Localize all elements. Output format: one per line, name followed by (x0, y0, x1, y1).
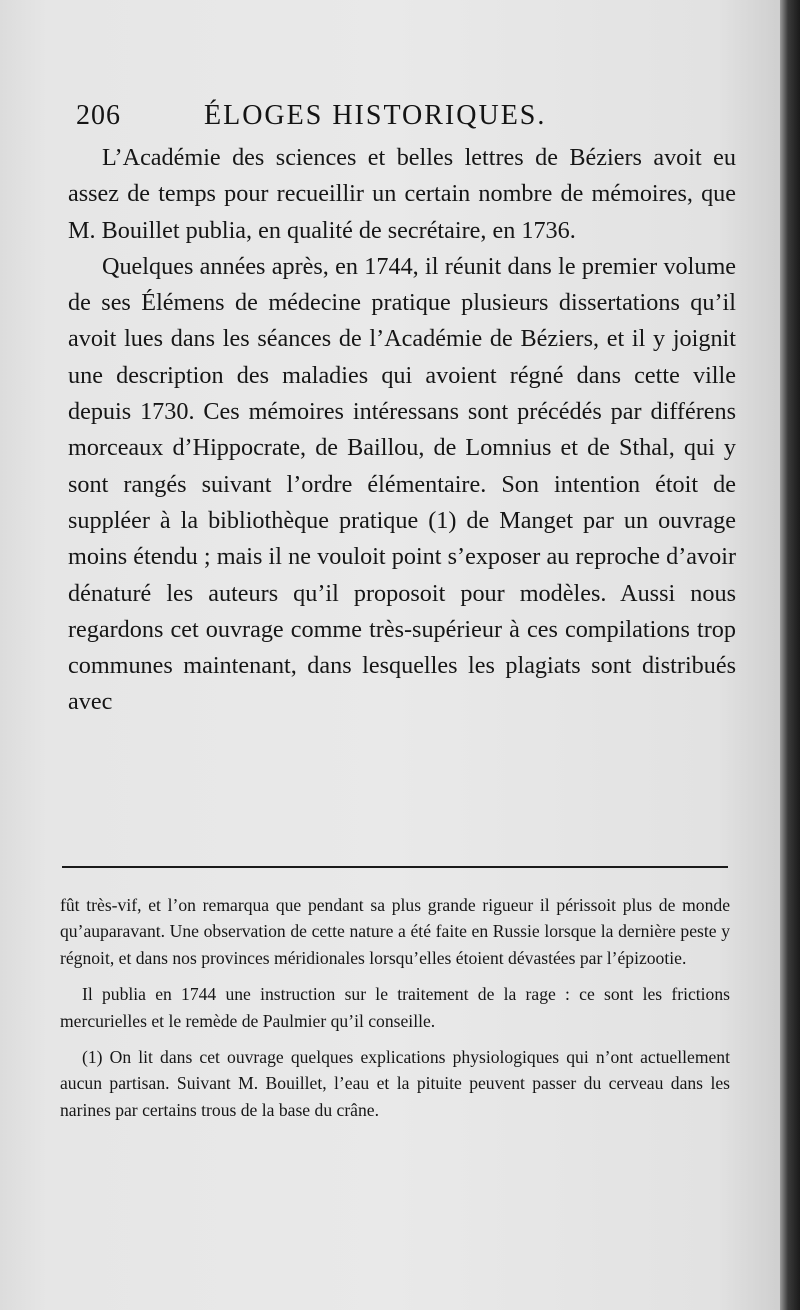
footnotes (60, 892, 730, 1123)
page-number: 206 (76, 100, 121, 131)
paragraph-academie: L’Académie des sciences et belles lettres de Béziers avoit eu assez de temps pour recueillir un certain nombre de mémoires, que M. Bouillet publia, en qualité de secrétaire, en 1736. (68, 144, 736, 244)
running-title: ÉLOGES HISTORIQUES. (204, 100, 547, 131)
footnote-divider (62, 866, 728, 868)
main-text (68, 140, 736, 721)
page-header (76, 96, 736, 140)
footnote-continuation: fût très-vif, et l’on remarqua que pendant sa plus grande rigueur il périssoit plus de monde qu’auparavant. Une observation de cette nature a été faite en Russie lorsque la dernière peste y régnoit, et dans nos provinces méridionales lorsqu’elles étoient dévastées par l’épizootie. (60, 895, 730, 968)
footnote-1: (1) On lit dans cet ouvrage quelques explications physiologiques qui n’ont actuellement aucun partisan. Suivant M. Bouillet, l’eau et la pituite peuvent passer du cerveau dans les narines par certains trous de la base du crâne. (60, 1047, 730, 1120)
paragraph-elemens: Quelques années après, en 1744, il réunit dans le premier volume de ses Élémens de médecine pratique plusieurs dissertations qu’il avoit lues dans les séances de l’Académie de Béziers, et il y joignit une description des maladies qui avoient régné dans cette ville depuis 1730. Ces mémoires intéressans sont précédés par différens morceaux d’Hippocrate, de Baillou, de Lomnius et de Sthal, qui y sont rangés suivant l’ordre élémentaire. Son intention étoit de suppléer à la bibliothèque pratique (1) de Manget par un ouvrage moins étendu ; mais il ne vouloit point s’exposer au reproche d’avoir dénaturé les auteurs qu’il proposoit pour modèles. Aussi nous regardons cet ouvrage comme très-supérieur à ces compilations trop communes maintenant, dans lesquelles les plagiats sont distribués avec (68, 252, 736, 716)
page-edge-shadow (780, 0, 800, 1310)
footnote-rage: Il publia en 1744 une instruction sur le traitement de la rage : ce sont les frictions mercurielles et le remède de Paulmier qu’il conseille. (60, 984, 730, 1031)
